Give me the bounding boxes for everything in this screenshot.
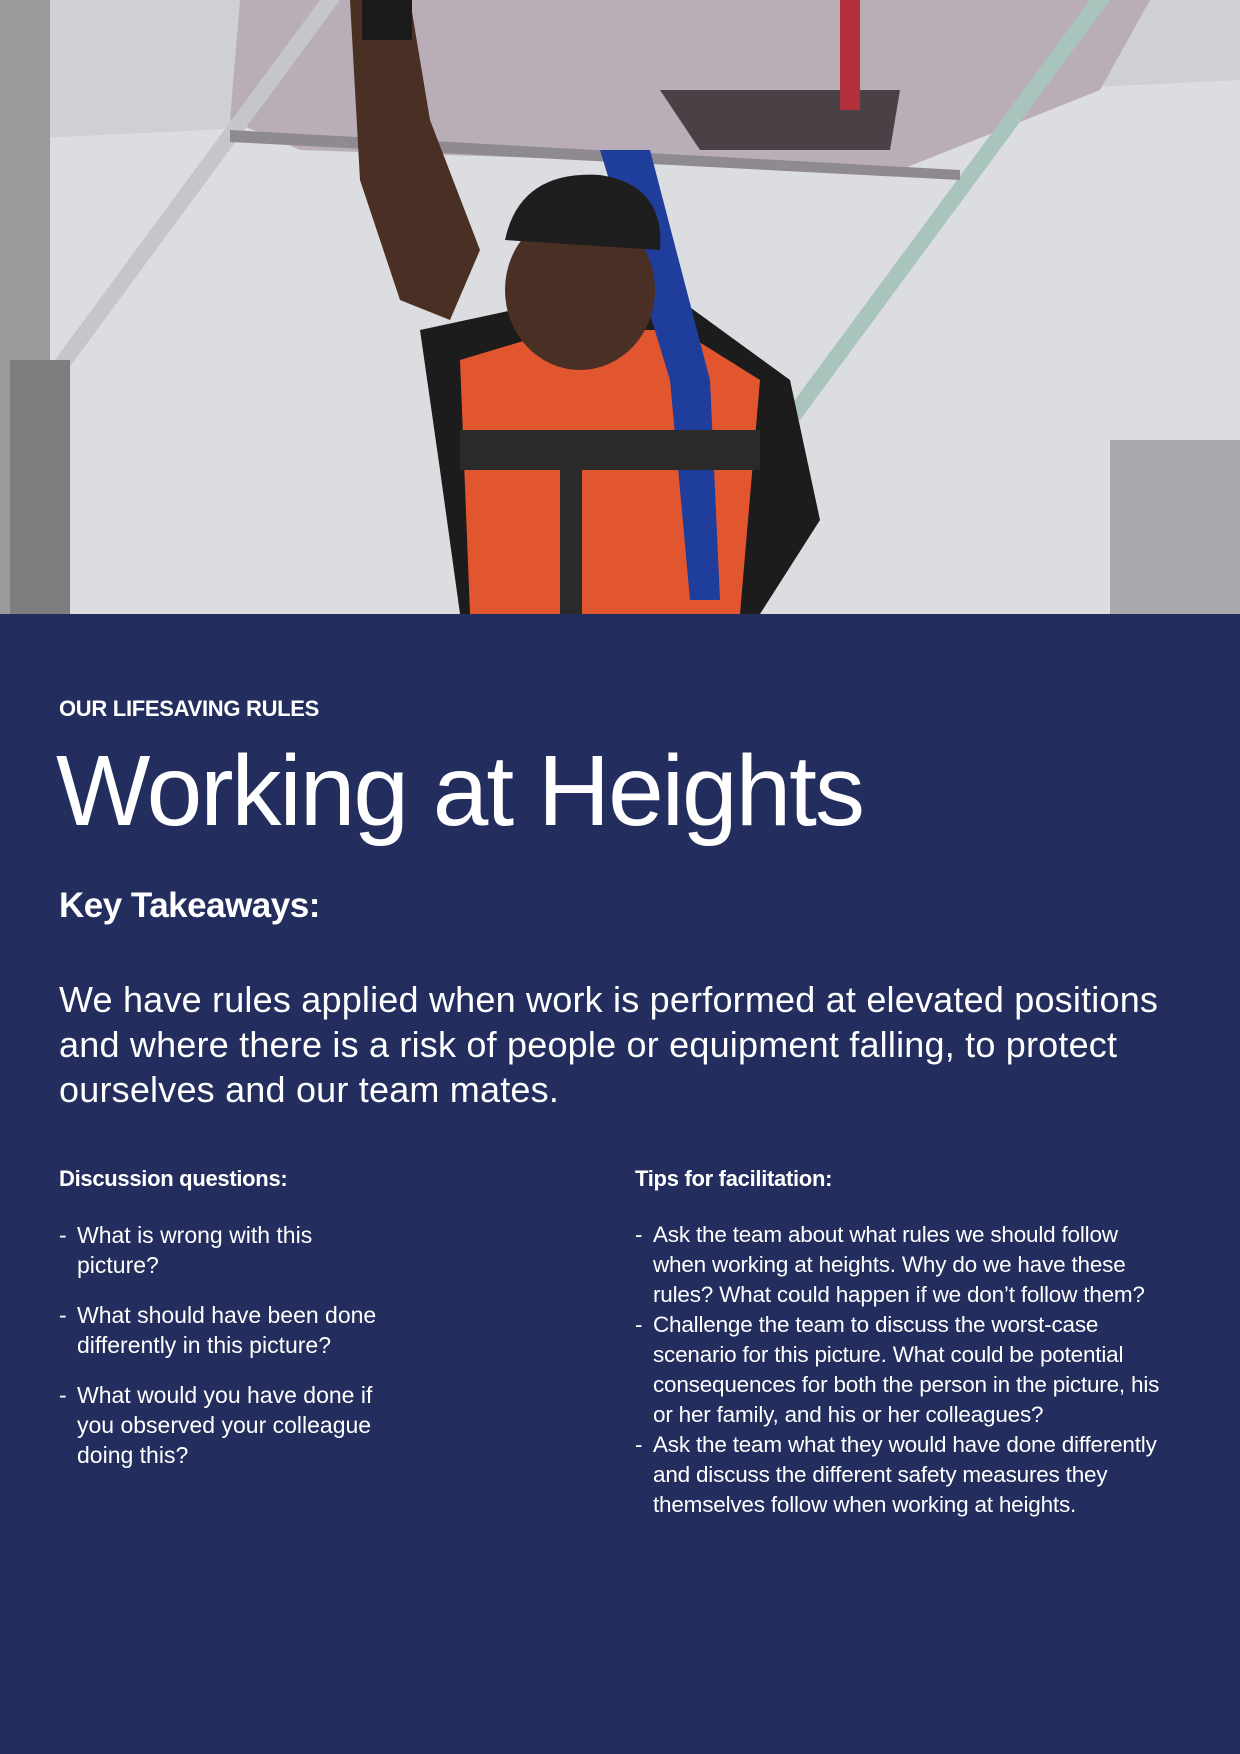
- eyebrow-label: OUR LIFESAVING RULES: [59, 696, 320, 721]
- list-item: - Challenge the team to discuss the worst-case scenario for this picture. What could be potential consequences for both the person in the picture, his or her family, and his or her colleagues?: [635, 1312, 1160, 1427]
- discussion-list: [59, 1220, 399, 1490]
- list-item: - What should have been done differently in this picture?: [59, 1302, 377, 1358]
- list-item: - Ask the team about what rules we should follow when working at heights. Why do we have these rules? What could happen if we don’t follow them?: [635, 1222, 1145, 1307]
- discussion-heading: Discussion questions:: [59, 1166, 288, 1191]
- list-item: - Ask the team what they would have done differently and discuss the different safety measures they themselves follow when working at heights.: [635, 1432, 1157, 1517]
- facilitation-heading: Tips for facilitation:: [635, 1166, 833, 1191]
- facilitation-list: [635, 1220, 1175, 1520]
- hero-photo: [0, 0, 1240, 614]
- page-title: Working at Heights: [56, 735, 863, 847]
- list-item: - What is wrong with this picture?: [59, 1222, 313, 1278]
- key-takeaways-summary: We have rules applied when work is performed at elevated positions and where there is a risk of people or equipment falling, to protect ourselves and our team mates.: [59, 979, 1159, 1110]
- worker-at-height-illustration: [0, 0, 1240, 614]
- key-takeaways-heading: Key Takeaways:: [59, 886, 320, 925]
- list-item: - What would you have done if you observed your colleague doing this?: [59, 1382, 373, 1468]
